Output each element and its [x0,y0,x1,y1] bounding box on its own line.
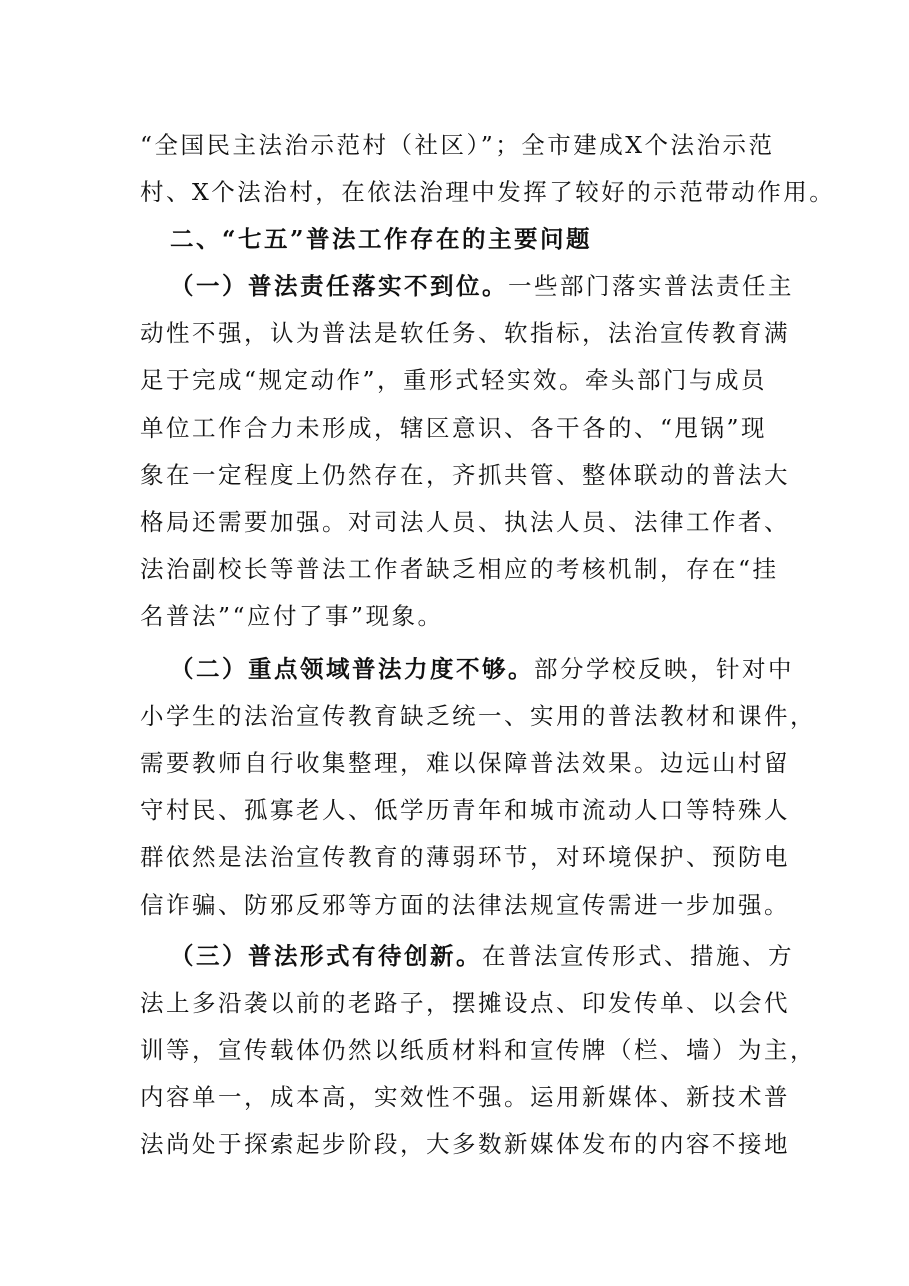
paragraph-first-line [170,941,810,971]
paragraph-first-line [170,271,810,301]
paragraph-title: （一）普法责任落实不到位。 [170,272,508,300]
paragraph-line: 单位工作合力未形成，辖区意识、各干各的、“甩锅”现 [140,414,768,442]
paragraph-title: （二）重点领域普法力度不够。 [170,655,534,683]
paragraph-line: 格局还需要加强。对司法人员、执法人员、法律工作者、 [140,508,790,536]
paragraph-line: 动性不强，认为普法是软任务、软指标，法治宣传教育满 [140,319,790,347]
paragraph-line: 象在一定程度上仍然存在，齐抓共管、整体联动的普法大 [140,461,790,489]
section-heading: 二、“七五”普法工作存在的主要问题 [170,225,593,253]
intro-line: 村、X个法治村，在依法治理中发挥了较好的示范带动作用。 [140,178,836,206]
paragraph-text: 部分学校反映，针对中 [534,655,794,683]
paragraph-line: 法上多沿袭以前的老路子，摆摊设点、印发传单、以会代 [140,989,790,1017]
paragraph-line: 训等，宣传载体仍然以纸质材料和宣传牌（栏、墙）为主， [140,1036,816,1064]
paragraph-line: 需要教师自行收集整理，难以保障普法效果。边远山村留 [140,749,790,777]
intro-line: “全国民主法治示范村（社区）”；全市建成X个法治示范 [140,131,775,159]
paragraph-line: 群依然是法治宣传教育的薄弱环节，对环境保护、预防电 [140,843,790,871]
paragraph-first-line [170,654,810,684]
paragraph-line: 守村民、孤寡老人、低学历青年和城市流动人口等特殊人 [140,796,790,824]
paragraph-line: 法尚处于探索起步阶段，大多数新媒体发布的内容不接地 [140,1130,790,1158]
paragraph-title: （三）普法形式有待创新。 [170,942,482,970]
paragraph-line: 名普法”“应付了事”现象。 [140,602,444,630]
paragraph-text: 在普法宣传形式、措施、方 [482,942,794,970]
paragraph-line: 小学生的法治宣传教育缺乏统一、实用的普法教材和课件， [140,702,816,730]
paragraph-line: 足于完成“规定动作”，重形式轻实效。牵头部门与成员 [140,366,768,394]
paragraph-text: 一些部门落实普法责任主 [508,272,794,300]
paragraph-line: 信诈骗、防邪反邪等方面的法律法规宣传需进一步加强。 [140,891,790,919]
paragraph-line: 法治副校长等普法工作者缺乏相应的考核机制，存在“挂 [140,555,779,583]
paragraph-line: 内容单一，成本高，实效性不强。运用新媒体、新技术普 [140,1083,790,1111]
